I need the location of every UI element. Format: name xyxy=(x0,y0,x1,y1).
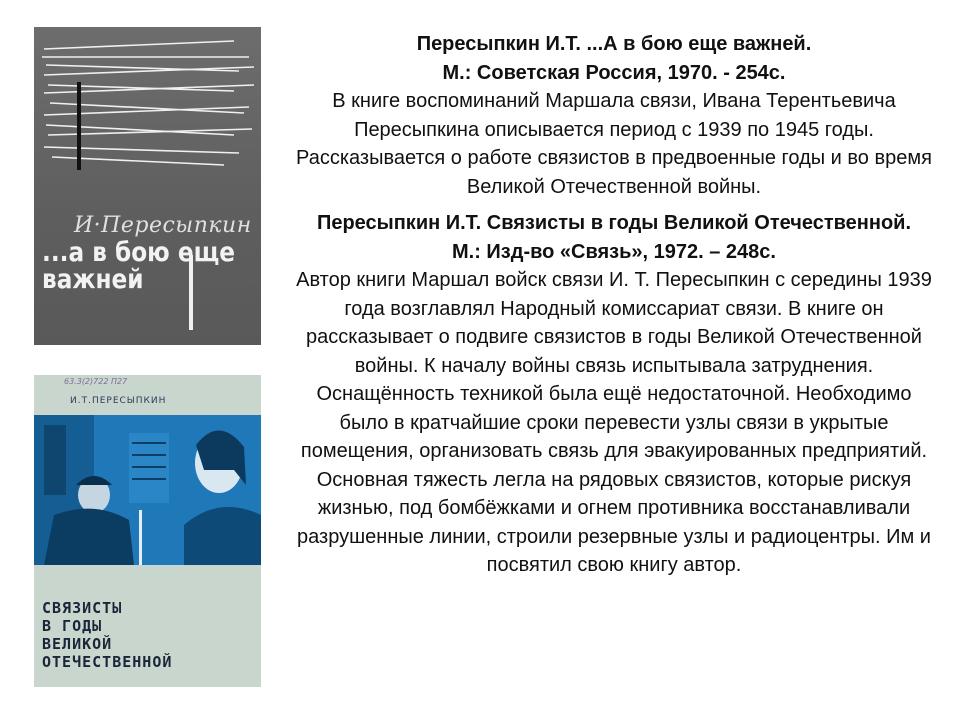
book2-citation-title: Пересыпкин И.Т. Связисты в годы Великой Отечественной. xyxy=(316,212,912,234)
cover1-author: И·Пересыпкин xyxy=(74,213,252,238)
book1-citation-publisher: М.: Советская Россия, 1970. - 254с. xyxy=(442,61,786,84)
cover1-title: ...а в бою еще важней xyxy=(42,237,235,295)
cover2-title: СВЯЗИСТЫ В ГОДЫ ВЕЛИКОЙ ОТЕЧЕСТВЕННОЙ xyxy=(42,599,173,671)
book2-citation-publisher: М.: Изд-во «Связь», 1972. – 248с. xyxy=(452,240,776,263)
books-description xyxy=(296,30,932,580)
cover2-author: И.Т.ПЕРЕСЫПКИН xyxy=(70,396,167,406)
cover2-library-notes: 63.3(2)722 П27 xyxy=(64,377,128,386)
signalmen-illustration xyxy=(34,415,261,565)
book1-cover-image xyxy=(34,27,261,345)
book2-cover-image xyxy=(34,375,261,687)
book1-description: В книге воспоминаний Маршала связи, Ивана Терентьевича Пересыпкина описывается период с 1939 по 1945 годы. Рассказывается о работе связистов в предвоенные годы и во время Великой Отечественной войны. xyxy=(296,90,932,198)
wire-lines-illustration xyxy=(34,27,261,345)
book1-citation-title: Пересыпкин И.Т. ...А в бою еще важней. xyxy=(416,33,812,55)
book2-description: Автор книги Маршал войск связи И. Т. Пересыпкин с середины 1939 года возглавлял Народный комиссариат связи. В книге он рассказывает о подвиге связистов в годы Великой Отечественной войны. К началу войны связь испытывала затруднения. Оснащённость техникой была ещё недостаточной. Необходимо было в кратчайшие сроки перевести узлы связи в укрытые помещения, организовать связь для эвакуированных предприятий. Основная тяжесть легла на рядовых связистов, которые рискуя жизнью, под бомбёжками и огнем противника восстанавливали разрушенные линии, строили резервные узлы и радиоцентры. Им и посвятил свою книгу автор. xyxy=(296,269,932,576)
